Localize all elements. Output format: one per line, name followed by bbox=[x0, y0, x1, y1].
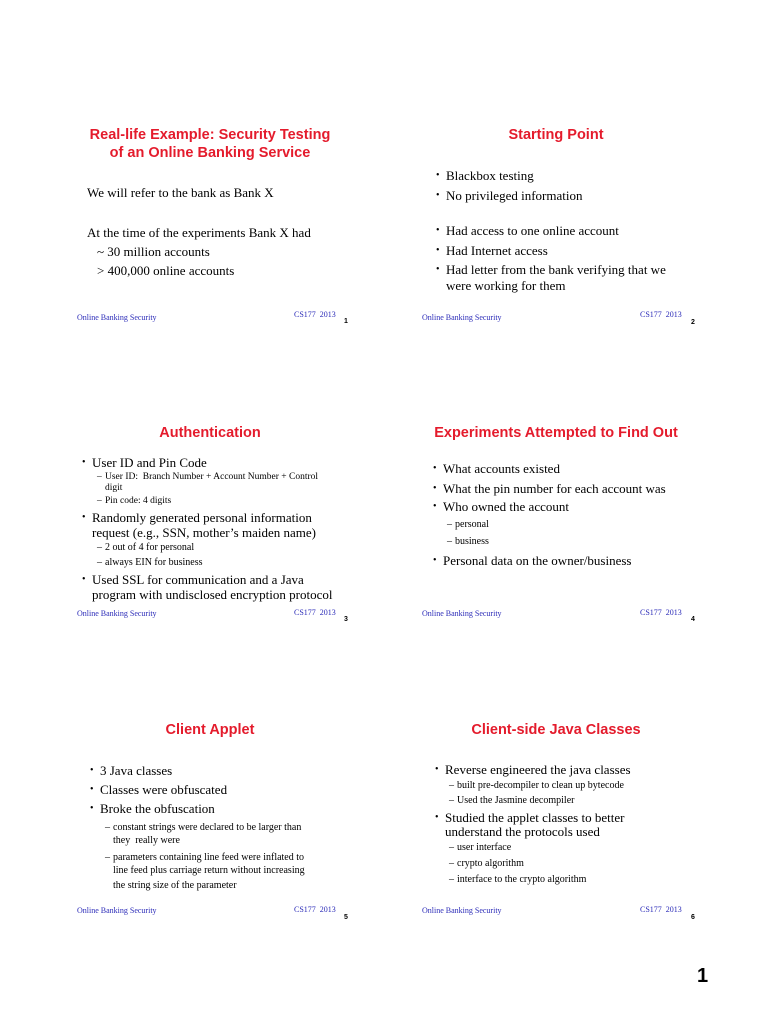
sub-bullet-marker bbox=[97, 472, 102, 483]
sub-bullet-marker bbox=[449, 858, 454, 870]
bullet-item: What accounts existed bbox=[443, 461, 560, 476]
bullet-item: Had access to one online account bbox=[446, 223, 619, 238]
bullet-marker bbox=[433, 461, 437, 477]
bullet-marker bbox=[435, 762, 439, 778]
bullet-marker bbox=[433, 499, 437, 515]
bullet-marker bbox=[436, 188, 440, 204]
sub-bullet-item: personal bbox=[455, 519, 489, 530]
bullet-item: Broke the obfuscation bbox=[100, 801, 215, 816]
slide-footer-label: Online Banking Security bbox=[77, 313, 157, 322]
slide-footer-course: CS177 2013 bbox=[294, 310, 336, 319]
page-number: 1 bbox=[697, 965, 709, 987]
slide-number: 5 bbox=[344, 914, 348, 921]
bullet-item: Used SSL for communication and a Java bbox=[92, 572, 304, 587]
sub-bullet-item: Used the Jasmine decompiler bbox=[457, 795, 575, 806]
bullet-item: Who owned the account bbox=[443, 499, 569, 514]
sub-bullet-item: 2 out of 4 for personal bbox=[105, 542, 195, 553]
slide-title: Experiments Attempted to Find Out bbox=[434, 425, 678, 441]
slide-1 bbox=[60, 110, 360, 335]
sub-bullet-marker bbox=[97, 557, 102, 569]
sub-bullet-continuation: the string size of the parameter bbox=[113, 880, 237, 891]
bullet-item: Reverse engineered the java classes bbox=[445, 762, 631, 777]
sub-bullet-marker bbox=[447, 519, 452, 531]
sub-bullet-continuation: line feed plus carriage return without increasing bbox=[113, 865, 305, 876]
bullet-item: Personal data on the owner/business bbox=[443, 553, 632, 568]
slide-title: Starting Point bbox=[508, 127, 604, 143]
slide-4 bbox=[406, 408, 706, 633]
bullet-marker bbox=[436, 243, 440, 259]
sub-bullet-marker bbox=[449, 874, 454, 886]
body-line: We will refer to the bank as Bank X bbox=[87, 185, 274, 200]
sub-bullet-continuation: they really were bbox=[113, 835, 180, 846]
slide-title: Authentication bbox=[159, 425, 261, 441]
body-line: ~ 30 million accounts bbox=[97, 244, 210, 259]
slide-5 bbox=[60, 705, 360, 930]
bullet-marker bbox=[436, 262, 440, 278]
sub-bullet-marker bbox=[447, 536, 452, 548]
sub-bullet-marker bbox=[105, 822, 110, 834]
bullet-marker bbox=[90, 801, 94, 817]
slide-number: 6 bbox=[691, 914, 695, 921]
sub-bullet-item: Pin code: 4 digits bbox=[105, 496, 172, 506]
sub-bullet-marker bbox=[449, 842, 454, 854]
body-line: At the time of the experiments Bank X had bbox=[87, 225, 311, 240]
bullet-marker bbox=[435, 810, 439, 826]
bullet-marker bbox=[90, 763, 94, 779]
sub-bullet-item: user interface bbox=[457, 842, 512, 853]
slide-footer-course: CS177 2013 bbox=[640, 608, 682, 617]
sub-bullet-marker bbox=[449, 795, 454, 807]
slide-footer-label: Online Banking Security bbox=[77, 906, 157, 915]
slide-footer-course: CS177 2013 bbox=[294, 905, 336, 914]
slide-footer-label: Online Banking Security bbox=[77, 609, 157, 618]
sub-bullet-item: constant strings were declared to be larger than bbox=[113, 822, 302, 833]
bullet-marker bbox=[436, 168, 440, 184]
sub-bullet-item: business bbox=[455, 536, 489, 547]
sub-bullet-item: built pre-decompiler to clean up bytecode bbox=[457, 780, 624, 791]
slide-footer-label: Online Banking Security bbox=[422, 609, 502, 618]
slide-number: 4 bbox=[691, 616, 695, 623]
bullet-marker bbox=[433, 553, 437, 569]
sub-bullet-item: User ID: Branch Number + Account Number + Control bbox=[105, 472, 319, 482]
slide-3 bbox=[60, 408, 360, 633]
bullet-item: Studied the applet classes to better bbox=[445, 810, 625, 825]
sub-bullet-marker bbox=[97, 542, 102, 554]
bullet-item: Randomly generated personal information bbox=[92, 510, 312, 525]
sub-bullet-item: interface to the crypto algorithm bbox=[457, 874, 587, 885]
sub-bullet-marker bbox=[97, 496, 102, 507]
slide-number: 2 bbox=[691, 319, 695, 326]
bullet-marker bbox=[436, 223, 440, 239]
bullet-item: Had letter from the bank verifying that we bbox=[446, 262, 666, 277]
slide-footer-label: Online Banking Security bbox=[422, 313, 502, 322]
bullet-item: User ID and Pin Code bbox=[92, 455, 207, 470]
bullet-marker bbox=[433, 481, 437, 497]
sub-bullet-item: crypto algorithm bbox=[457, 858, 524, 869]
bullet-marker bbox=[82, 510, 86, 526]
bullet-marker bbox=[90, 782, 94, 798]
bullet-item: Had Internet access bbox=[446, 243, 548, 258]
sub-bullet-continuation: digit bbox=[105, 483, 123, 493]
bullet-item: Classes were obfuscated bbox=[100, 782, 228, 797]
slide-footer-course: CS177 2013 bbox=[640, 905, 682, 914]
bullet-marker bbox=[82, 572, 86, 588]
sub-bullet-marker bbox=[449, 780, 454, 792]
bullet-item-continuation: understand the protocols used bbox=[445, 824, 600, 839]
bullet-item: 3 Java classes bbox=[100, 763, 173, 778]
sub-bullet-item: parameters containing line feed were inflated to bbox=[113, 852, 305, 863]
slide-6 bbox=[406, 705, 706, 930]
slide-footer-course: CS177 2013 bbox=[294, 608, 336, 617]
sub-bullet-item: always EIN for business bbox=[105, 557, 203, 568]
sub-bullet-marker bbox=[105, 852, 110, 864]
bullet-item-continuation: program with undisclosed encryption protocol bbox=[92, 587, 333, 602]
bullet-item-continuation: were working for them bbox=[446, 278, 566, 293]
bullet-item-continuation: request (e.g., SSN, mother’s maiden name) bbox=[92, 525, 316, 540]
slide-footer-label: Online Banking Security bbox=[422, 906, 502, 915]
slide-title: of an Online Banking Service bbox=[109, 145, 311, 161]
slide-footer-course: CS177 2013 bbox=[640, 310, 682, 319]
bullet-item: Blackbox testing bbox=[446, 168, 534, 183]
bullet-item: What the pin number for each account was bbox=[443, 481, 666, 496]
bullet-marker bbox=[82, 455, 86, 471]
bullet-item: No privileged information bbox=[446, 188, 583, 203]
slide-title: Client Applet bbox=[165, 722, 255, 738]
slide-title: Real-life Example: Security Testing bbox=[89, 127, 331, 143]
slide-2 bbox=[406, 110, 706, 335]
slide-number: 1 bbox=[344, 318, 348, 325]
slide-number: 3 bbox=[344, 616, 348, 623]
body-line: > 400,000 online accounts bbox=[97, 263, 235, 278]
slide-title: Client-side Java Classes bbox=[471, 722, 641, 738]
